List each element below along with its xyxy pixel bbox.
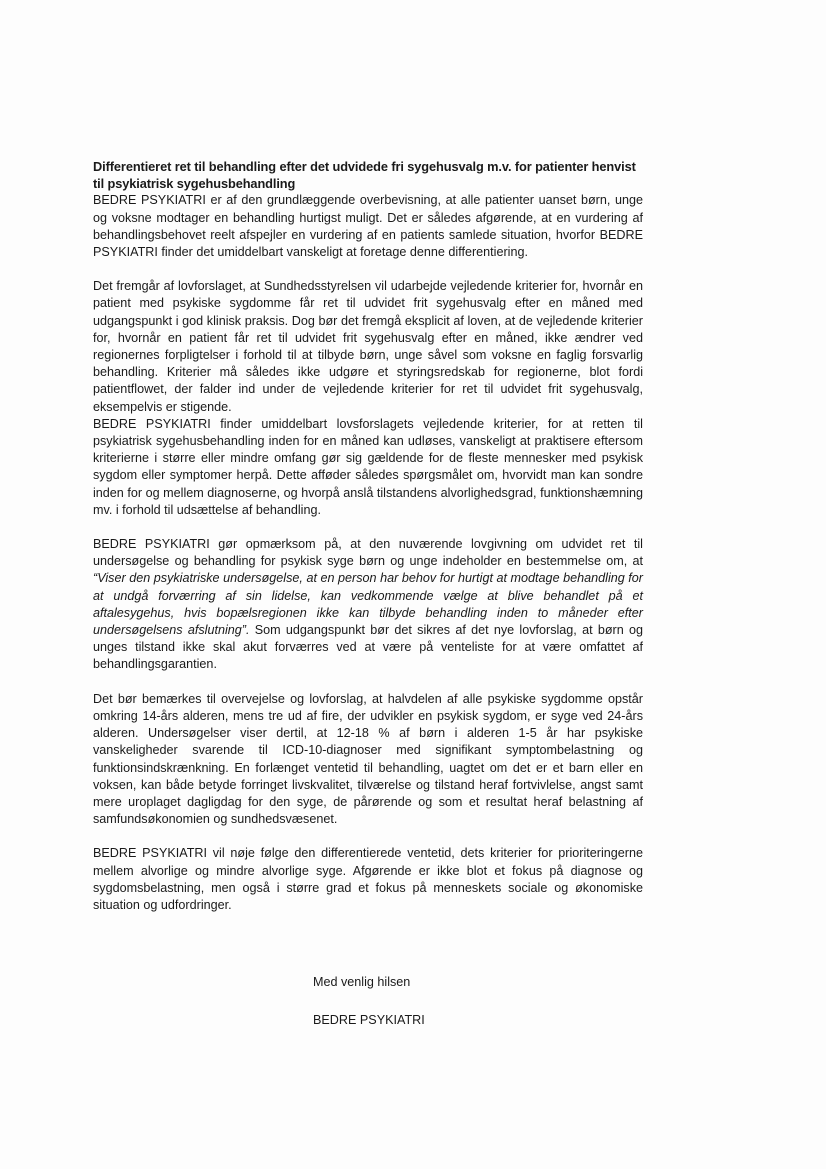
closing-greeting: Med venlig hilsen: [313, 975, 411, 989]
signature: BEDRE PSYKIATRI: [313, 1013, 425, 1027]
paragraph-criteria-assessment: BEDRE PSYKIATRI finder umiddelbart lovsforslagets vejledende kriterier, for at retten til psykiatrisk sygehusbehandling inden for en måned kan udløses, vanskeligt at praktisere eftersom kriterierne i større eller mindre omfang gør sig gældende for de fleste mennesker med psykisk sygdom eller symptomer herpå. Dette afføder således spørgsmålet om, hvorvidt man kan sondre inden for og mellem diagnoserne, og hvorpå anslå tilstandens alvorlighedsgrad, funktionshæmning mv. i forhold til udsættelse af behandling.: [93, 416, 643, 517]
paragraph-intro: BEDRE PSYKIATRI er af den grundlæggende overbevisning, at alle patienter uanset børn, unge og voksne modtager en behandling hurtigst muligt. Det er således afgørende, at en vurdering af behandlingsbehovet reelt afspejler en vurdering af en patients samlede situation, hvorfor BEDRE PSYKIATRI finder det umiddelbart vanskeligt at foretage denne differentiering.: [93, 193, 643, 260]
legislation-text-before: BEDRE PSYKIATRI gør opmærksom på, at den nuværende lovgivning om udvidet ret til undersøgelse og behandling for psykisk syge børn og unge indeholder en bestemmelse om, at: [93, 537, 643, 569]
document-heading: Differentieret ret til behandling efter det udvidede fri sygehusvalg m.v. for patienter henvist til psykiatrisk sygehusbehandling: [93, 159, 636, 192]
legislation-quote: “Viser den psykiatriske undersøgelse, at en person har behov for hurtigt at modtage behandling for at undgå forværring af sin lidelse, kan vedkommende vælge at blive behandlet på et aftalesygehus, hvis bopælsregionen ikke kan tilbyde behandling inden to måneder efter undersøgelsens afslutning”.: [93, 571, 643, 638]
paragraph-follow-up: BEDRE PSYKIATRI vil nøje følge den differentierede ventetid, dets kriterier for prioriteringerne mellem alvorlige og mindre alvorlige syge. Afgørende er ikke blot et fokus på diagnose og sygdomsbelastning, men også i større grad et fokus på menneskets sociale og økonomiske situation og udfordringer.: [93, 846, 643, 912]
paragraph-spacer: [93, 519, 643, 536]
paragraph-criteria: Det fremgår af lovforslaget, at Sundhedsstyrelsen vil udarbejde vejledende kriterier for, hvornår en patient med psykiske sygdomme får ret til udvidet frit sygehusvalg efter en måned med udgangspunkt i god klinisk praksis. Dog bør det fremgå eksplicit af loven, at de vejledende kriterier for, hvornår en patient får ret til udvidet frit sygehusvalg efter en måned, ikke ændrer ved regionernes forpligtelser i forhold til at tilbyde børn, unge såvel som voksne en faglig forsvarlig behandling. Kriterier må således ikke udgøre et styringsredskab for regionerne, blot fordi patientflowet, der falder ind under de vejledende kriterier for ret til udvidet frit sygehusvalg, eksempelvis er stigende.: [93, 279, 643, 414]
paragraph-spacer: [93, 261, 643, 278]
legislation-text-after: Som udgangspunkt bør det sikres af det nye lovforslag, at børn og unges tilstand ikke skal akut forværres ved at være på venteliste for at være omfattet af behandlingsgarantien.: [93, 623, 643, 672]
paragraph-spacer: [93, 674, 643, 691]
paragraph-current-legislation: [93, 536, 643, 674]
paragraph-age-statistics: Det bør bemærkes til overvejelse og lovforslag, at halvdelen af alle psykiske sygdomme opstår omkring 14-års alderen, mens tre ud af fire, der udvikler en psykisk sygdom, er syge ved 24-års alderen. Undersøgelser viser dertil, at 12-18 % af børn i alderen 1-5 år har psykiske vanskeligheder svarende til ICD-10-diagnoser med signifikant symptombelastning og funktionsindskrænkning. En forlænget ventetid til behandling, uagtet om det er et barn eller en voksen, kan både betyde forringet livskvalitet, tilværelse og tilstand heraf fortvivlelse, angst samt mere uroplaget dagligdag for den syge, de pårørende og som et resultat heraf belastning af samfundsøkonomien og sundhedsvæsenet.: [93, 691, 643, 827]
paragraph-spacer: [93, 828, 643, 845]
document-body: [93, 158, 643, 914]
